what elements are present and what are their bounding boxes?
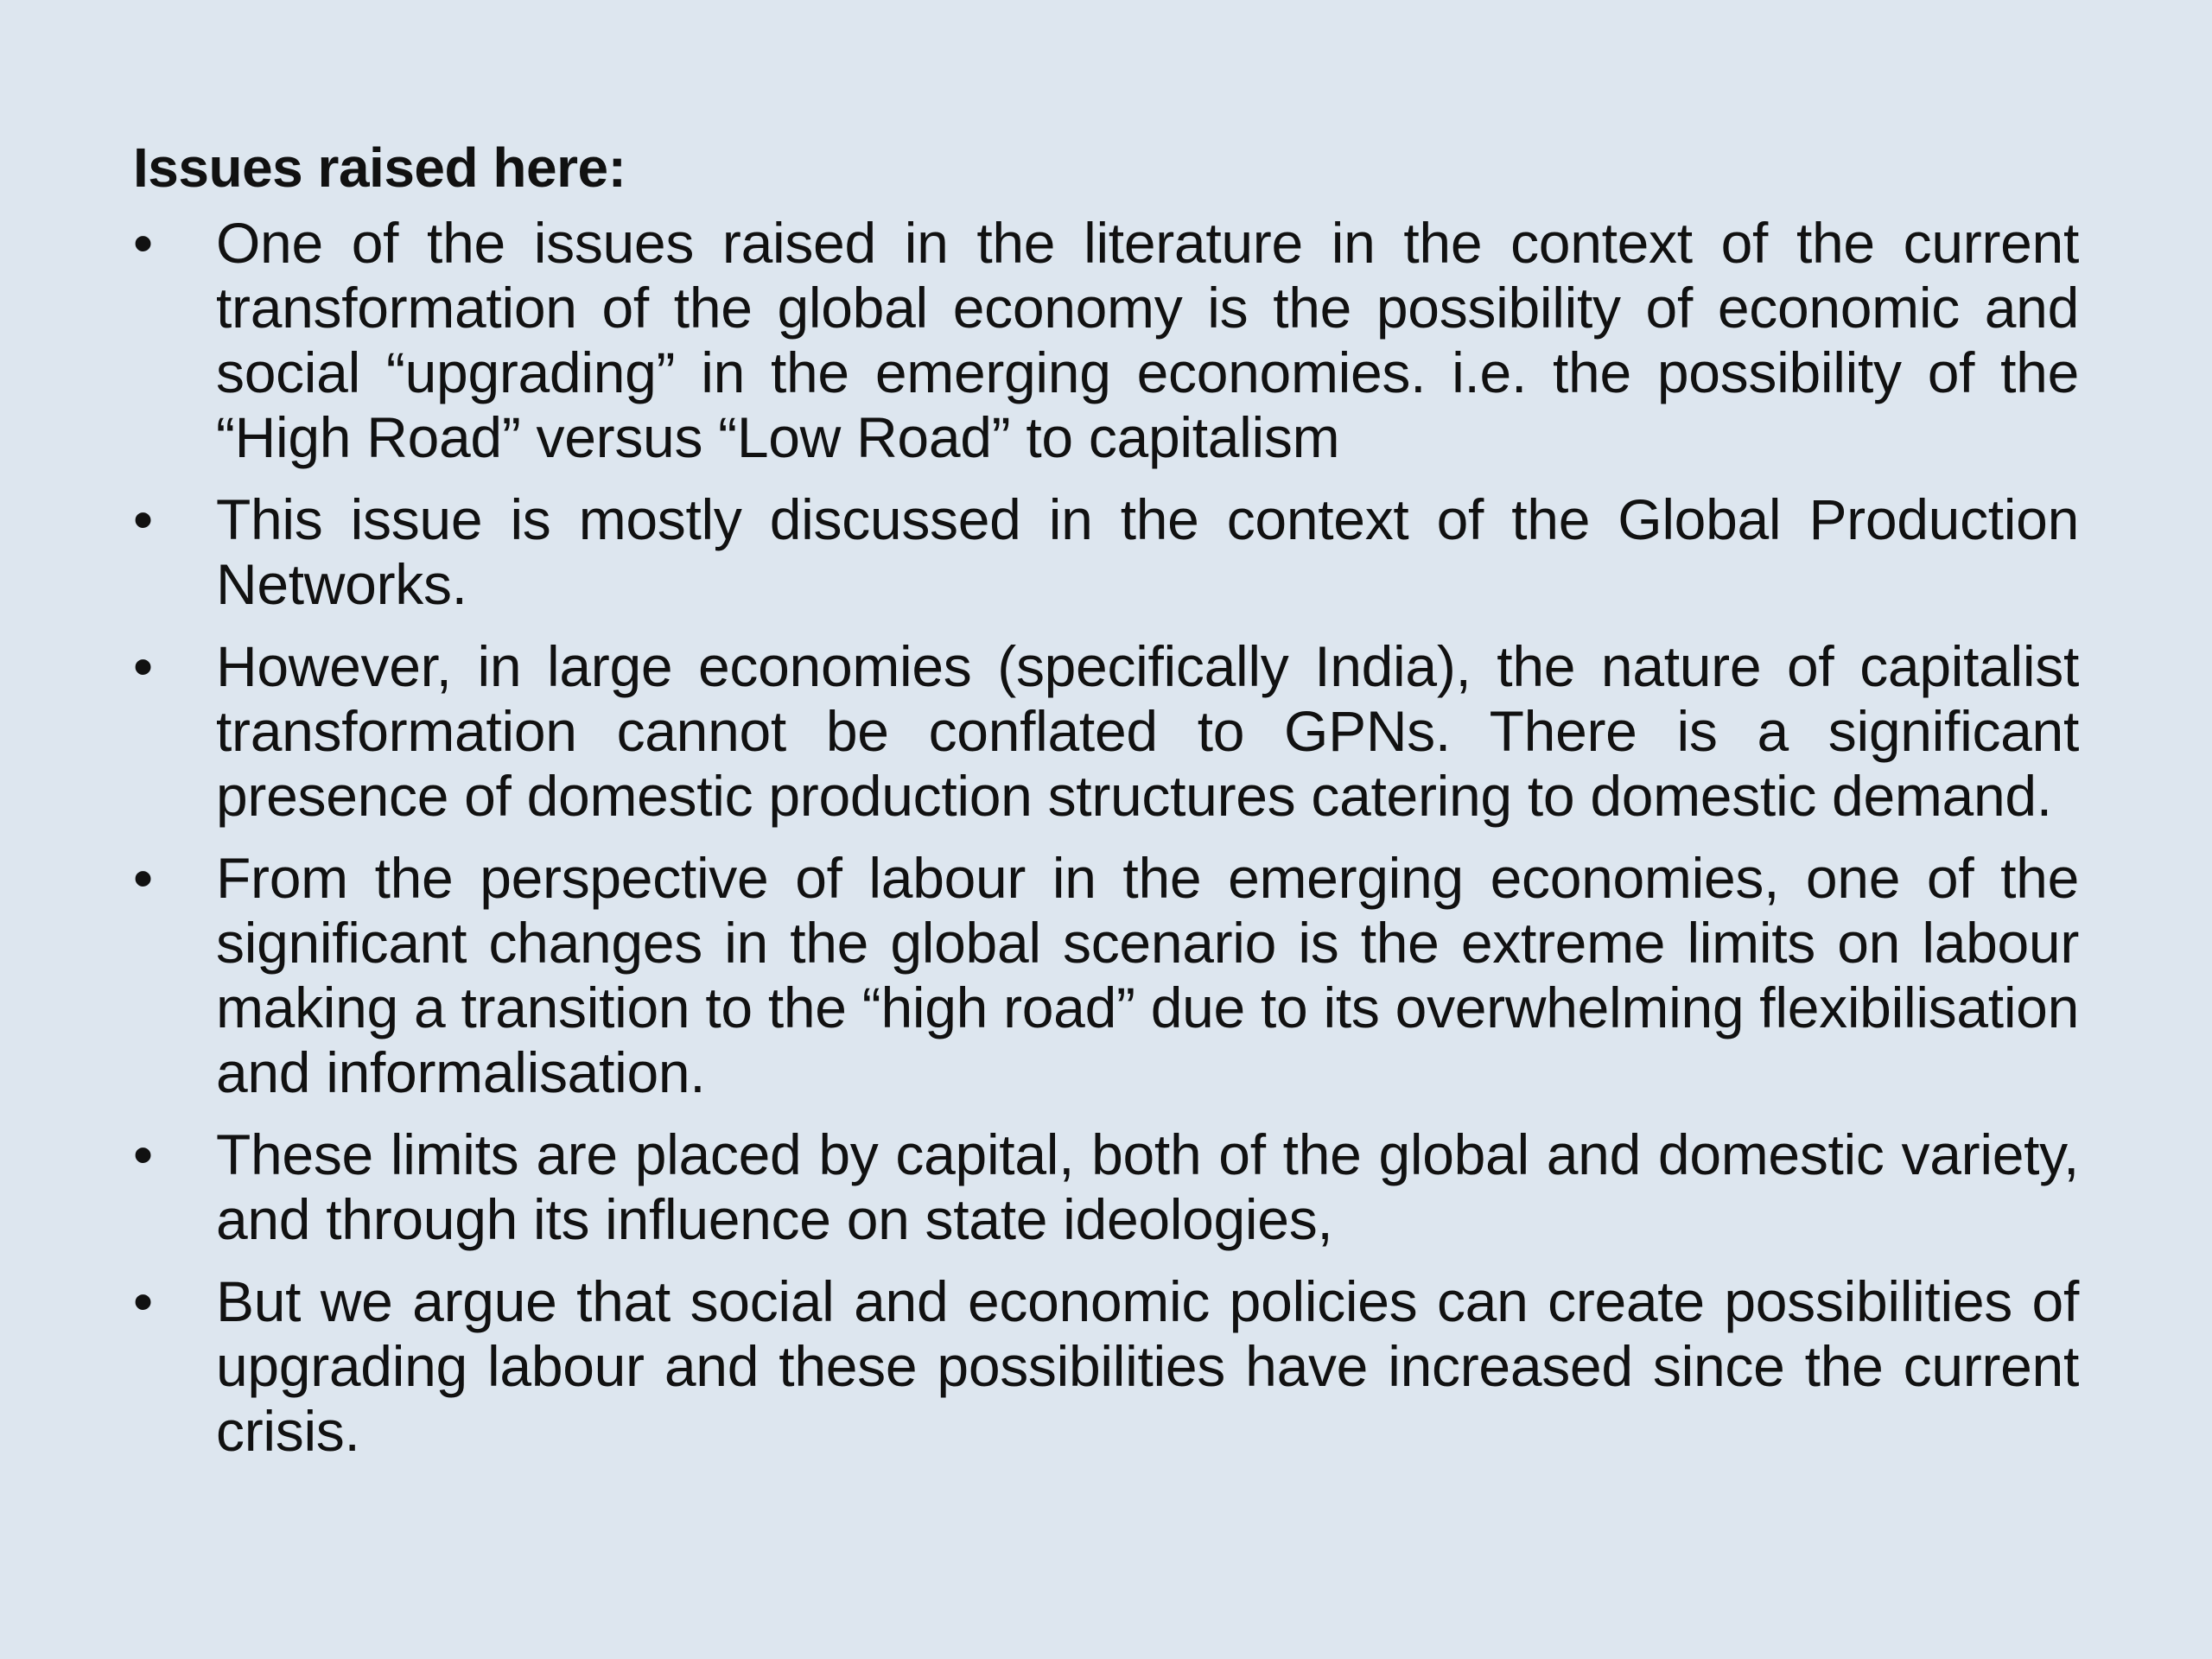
- bullet-icon: •: [133, 211, 153, 275]
- bullet-icon: •: [133, 1269, 153, 1333]
- bullet-text: One of the issues raised in the literature in the context of the current transformation of the global economy is the possibility of economic and social “upgrading” in the emerging economies. i.e. the possibility of the “High Road” versus “Low Road” to capitalism: [216, 211, 2079, 469]
- bullet-text: But we argue that social and economic policies can create possibilities of upgrading labour and these possibilities have increased since the current crisis.: [216, 1269, 2079, 1463]
- bullet-icon: •: [133, 634, 153, 698]
- bullet-item: [133, 1269, 2079, 1464]
- bullet-text: From the perspective of labour in the emerging economies, one of the significant changes in the global scenario is the extreme limits on labour making a transition to the “high road” due to its overwhelming flexibilisation and informalisation.: [216, 846, 2079, 1104]
- bullet-list: [133, 211, 2079, 1464]
- bullet-text: These limits are placed by capital, both of the global and domestic variety, and through its influence on state ideologies,: [216, 1122, 2079, 1251]
- bullet-icon: •: [133, 1122, 153, 1186]
- bullet-item: [133, 634, 2079, 829]
- bullet-text: However, in large economies (specifically India), the nature of capitalist transformation cannot be conflated to GPNs. There is a significant presence of domestic production structures catering to domestic demand.: [216, 634, 2079, 828]
- bullet-item: [133, 211, 2079, 470]
- slide-content: [133, 128, 2079, 1481]
- bullet-text: This issue is mostly discussed in the context of the Global Production Networks.: [216, 487, 2079, 616]
- slide-heading: Issues raised here:: [133, 137, 626, 199]
- bullet-icon: •: [133, 487, 153, 551]
- bullet-item: [133, 846, 2079, 1105]
- bullet-item: [133, 1122, 2079, 1252]
- bullet-icon: •: [133, 846, 153, 910]
- bullet-item: [133, 487, 2079, 617]
